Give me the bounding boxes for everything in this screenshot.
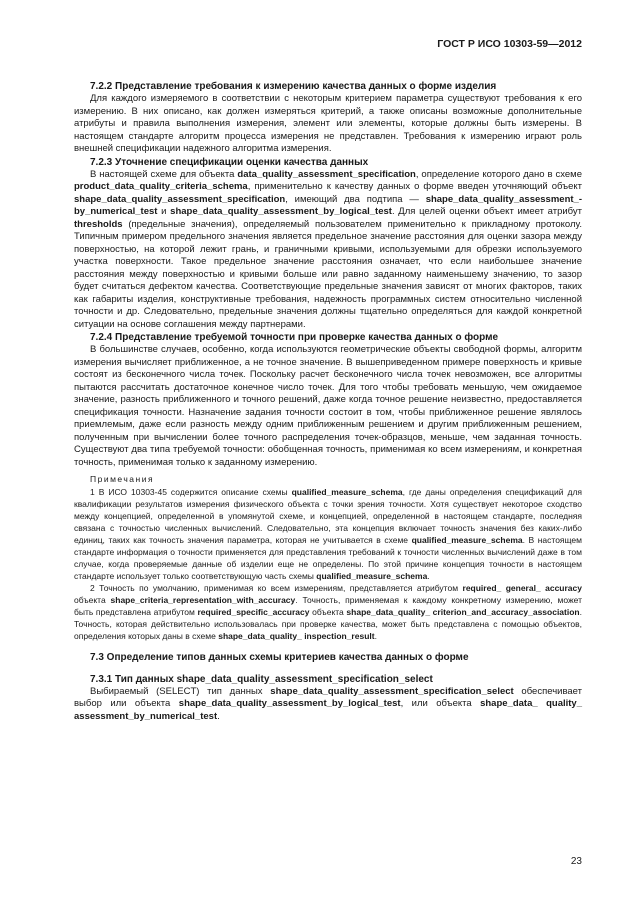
note-paragraph: 1 В ИСО 10303-45 содержится описание схемы qualified_measure_schema, где даны определения спецификаций для квалификации результатов измерения физического объекта с точки зрения точности. Хотя существует некоторое сходство между концепцией, определенной в упомянутой схеме, и концепцией, определенной в настоящем стандарте, последняя связана с точностью численных вычислений. Следовательно, эта концепция включает точность значения без каких-либо единиц, таких как точность значения параметра, которая не учитывается в схеме qualified_measure_schema. В настоящем стандарте информация о точности применяется для представления требований к точности численных вычислений даже в том случае, когда проверяемые данные об изделии еще не определены. По этой причине концепция точности в настоящем стандарте использует только соответствующую часть схемы qualified_measure_schema.	[74, 486, 583, 581]
section-heading: 7.2.3 Уточнение спецификации оценки качества данных	[90, 156, 369, 168]
body-paragraph: Выбираемый (SELECT) тип данных shape_data_quality_assessment_specification_select обеспечивает выбор или объекта shape_data_quality_assessment_by_logical_test, или объекта shape_data_ quality_ assessment_by_numerical_test.	[74, 685, 582, 722]
standard-header: ГОСТ Р ИСО 10303-59—2012	[437, 38, 582, 50]
section-heading: 7.3 Определение типов данных схемы критериев качества данных о форме	[90, 651, 469, 663]
section-heading: 7.2.2 Представление требования к измерению качества данных о форме изделия	[90, 81, 497, 92]
body-paragraph: В настоящей схеме для объекта data_quality_assessment_specification, определение которого дано в схеме product_data_quality_criteria_schema, применительно к качеству данных о форме введен уточняющий объект shape_data_quality_assessment_specification, имеющий два подтипа — shape_data_quality_assessment_-by_numerical_test и shape_data_quality_assessment_by_logical_test. Для целей оценки объект имеет атрибут thresholds (предельные значения), определяемый пользователем применительно к прикладному протоколу. Типичным примером предельного значения является предельное значение расстояния для оценки зазора между поверхностью, на которой лежит грань, и граничными кривыми, используемыми для обрезки используемого участка поверхности. Такое предельное значение расстояния означает, что если наибольшее значение расстояния между поверхностью и кривыми больше или равно заданному наименьшему значению, то зазор будет считаться дефектом качества. Соответствующие предельные значения зависят от многих факторов, таких как габариты изделия, конструктивные требования, надежность программных систем относительно численной точности и др. Следовательно, предельные значения должны тщательно определяться для каждой конкретной ситуации на основе соглашения между партнерами.	[74, 168, 582, 330]
page-number: 23	[570, 856, 582, 867]
note-paragraph: 2 Точность по умолчанию, применимая ко всем измерениям, представляется атрибутом required_ general_ accuracy объекта shape_criteria_representation_with_accuracy. Точность, применяемая к каждому конкретному измерению, может быть представлена атрибутом required_specific_accuracy объекта shape_data_quality_ criterion_and_accuracy_association. Точность, которая действительно использовалась при проверке качества, может быть представлена с помощью объектов, определения которых даны в схеме shape_data_quality_ inspection_result.	[74, 582, 582, 641]
section-heading: 7.3.1 Тип данных shape_data_quality_assessment_specification_select	[90, 673, 433, 685]
notes-title: Примечания	[90, 474, 155, 484]
body-paragraph: Для каждого измеряемого в соответствии с некоторым критерием параметра существуют требования к его измерению. В них описано, как должен измеряться критерий, а также описаны возможные дополнительные атрибуты и правила выполнения измерения, элемент или элементы, которые должны быть измерены. В настоящем стандарте алгоритм процесса измерения не представлен. Требования к измерению играют роль внешней спецификации надежного алгоритма измерения.	[74, 93, 582, 154]
body-paragraph: В большинстве случаев, особенно, когда используются геометрические объекты свободной формы, алгоритм измерения вычисляет приближенное, а не точное значение. В вышеприведенном примере поверхность и кривые состоят из бесконечного числа точек. Поскольку расчет бесконечного числа точек невозможен, все алгоритмы пытаются рассчитать достаточное конечное число точек. Для того чтобы требовать меньшую, чем ожидаемое значение, разность приближенного и точного решений, даже когда точное решение неизвестно, предоставляется спецификация точности. Назначение задания точности состоит в том, чтобы приближенное решение являлось приемлемым, даже если разность между одним приближенным решением и другим приближенным решением, полученным при вычислении более точного распределения точек-образцов, меньше, чем заданная точность. Существуют два типа требуемой точности: обобщенная точность, применимая ко всем измерениям, и конкретная точность, применимая только к заданному измерению.	[74, 344, 582, 468]
section-heading: 7.2.4 Представление требуемой точности при проверке качества данных о форме	[90, 332, 499, 343]
document-body	[74, 80, 582, 723]
